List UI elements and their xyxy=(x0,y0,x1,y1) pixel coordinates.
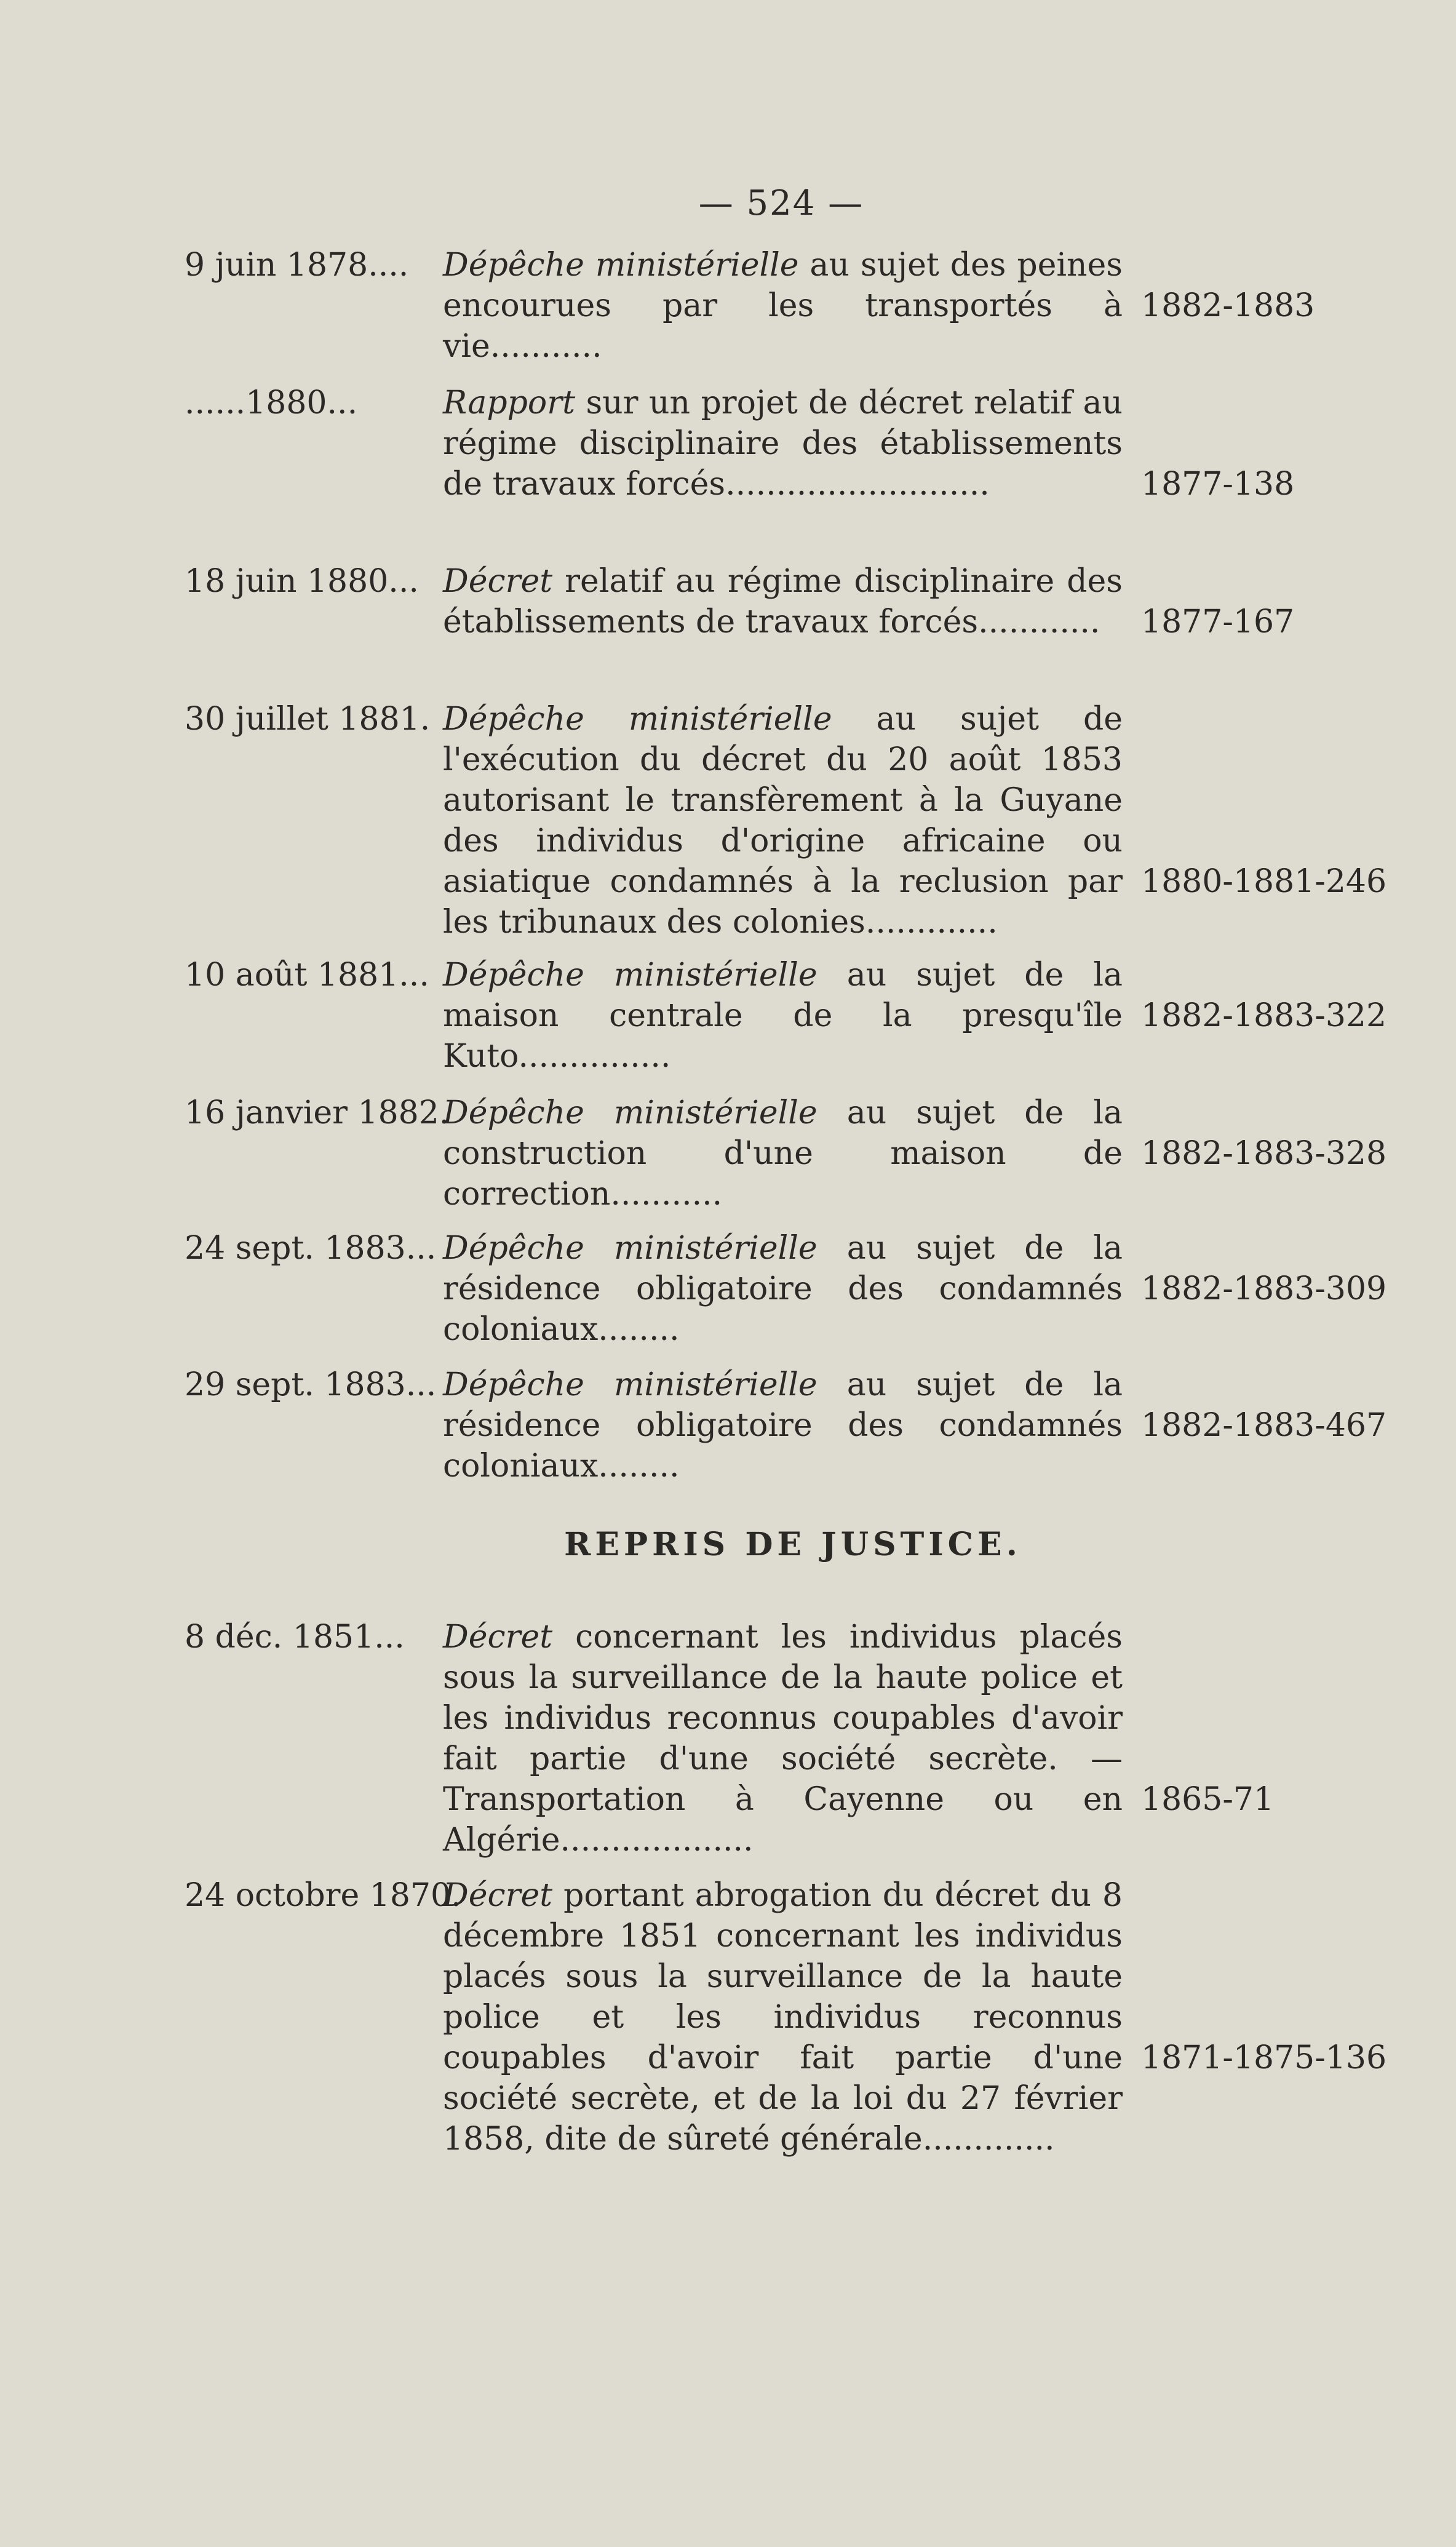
entry-description xyxy=(443,1365,1123,1486)
entry-description xyxy=(443,383,1123,504)
entry-date: 24 octobre 1870. xyxy=(185,1877,461,1914)
section-title: REPRIS DE JUSTICE. xyxy=(564,1526,1022,1563)
entry-description xyxy=(443,561,1123,642)
entry-text: au sujet de la maison centrale de la presqu'île Kuto............... xyxy=(443,957,1123,1075)
entry-description xyxy=(443,1228,1123,1350)
entry-reference: 1882-1883-322 xyxy=(1141,997,1387,1034)
entry-text: relatif au régime disciplinaire des établissements de travaux forcés............ xyxy=(443,563,1123,640)
entry-date: 24 sept. 1883... xyxy=(185,1230,437,1267)
entry-reference: 1877-167 xyxy=(1141,604,1295,640)
entry-reference: 1877-138 xyxy=(1141,466,1295,503)
entry-lead: Dépêche ministérielle xyxy=(443,247,799,284)
entry-date: 9 juin 1878.... xyxy=(185,247,409,284)
entry-text: portant abrogation du décret du 8 décembre 1851 concernant les individus placés sous la surveillance de la haute police et les individus reconnus coupables d'avoir fait partie d'une société secrète, et de la loi du 27 février 1858, dite de sûreté générale............. xyxy=(443,1877,1123,2158)
entry-lead: Dépêche ministérielle xyxy=(443,1366,818,1403)
entry-description xyxy=(443,955,1123,1077)
entry-lead: Dépêche ministérielle xyxy=(443,1230,818,1267)
entry-date: 18 juin 1880... xyxy=(185,563,419,600)
entry-lead: Dépêche ministérielle xyxy=(443,957,818,994)
entry-lead: Dépêche ministérielle xyxy=(443,1094,818,1131)
entry-text: concernant les individus placés sous la surveillance de la haute police et les individus reconnus coupables d'avoir fait partie d'une société secrète. — Transportation à Cayenne ou en Algérie................... xyxy=(443,1619,1123,1859)
entry-lead: Dépêche ministérielle xyxy=(443,701,832,738)
entry-lead: Décret xyxy=(443,1877,553,1914)
entry-text: au sujet des peines encourues par les transportés à vie........... xyxy=(443,247,1123,365)
entry-text: sur un projet de décret relatif au régime disciplinaire des établissements de travaux forcés.......................... xyxy=(443,385,1123,503)
entry-date: 16 janvier 1882. xyxy=(185,1094,450,1131)
entry-text: au sujet de la résidence obligatoire des condamnés coloniaux........ xyxy=(443,1230,1123,1348)
page-number: — 524 — xyxy=(698,183,864,223)
entry-date: 30 juillet 1881. xyxy=(185,701,431,738)
entry-date: 29 sept. 1883... xyxy=(185,1366,437,1403)
entry-description xyxy=(443,1617,1123,1860)
entry-reference: 1882-1883 xyxy=(1141,287,1315,324)
entry-date: 8 déc. 1851... xyxy=(185,1619,405,1656)
entry-description xyxy=(443,699,1123,943)
entry-lead: Décret xyxy=(443,563,553,600)
entry-description xyxy=(443,245,1123,367)
entry-reference: 1882-1883-467 xyxy=(1141,1407,1387,1444)
entry-lead: Décret xyxy=(443,1619,553,1656)
entry-description xyxy=(443,1875,1123,2159)
entry-description xyxy=(443,1093,1123,1214)
entry-lead: Rapport xyxy=(443,385,575,421)
entry-date: ......1880... xyxy=(185,385,358,421)
entry-reference: 1865-71 xyxy=(1141,1781,1275,1818)
entry-date: 10 août 1881... xyxy=(185,957,429,994)
entry-text: au sujet de l'exécution du décret du 20 août 1853 autorisant le transfèrement à la Guyane des individus d'origine africaine ou asiatique condamnés à la reclusion par les tribunaux des colonies............. xyxy=(443,701,1123,941)
entry-reference: 1871-1875-136 xyxy=(1141,2039,1387,2076)
entry-reference: 1882-1883-328 xyxy=(1141,1135,1387,1172)
entry-text: au sujet de la construction d'une maison de correction........... xyxy=(443,1094,1123,1213)
entry-reference: 1882-1883-309 xyxy=(1141,1270,1387,1307)
entry-text: au sujet de la résidence obligatoire des condamnés coloniaux........ xyxy=(443,1366,1123,1485)
entry-reference: 1880-1881-246 xyxy=(1141,863,1387,900)
